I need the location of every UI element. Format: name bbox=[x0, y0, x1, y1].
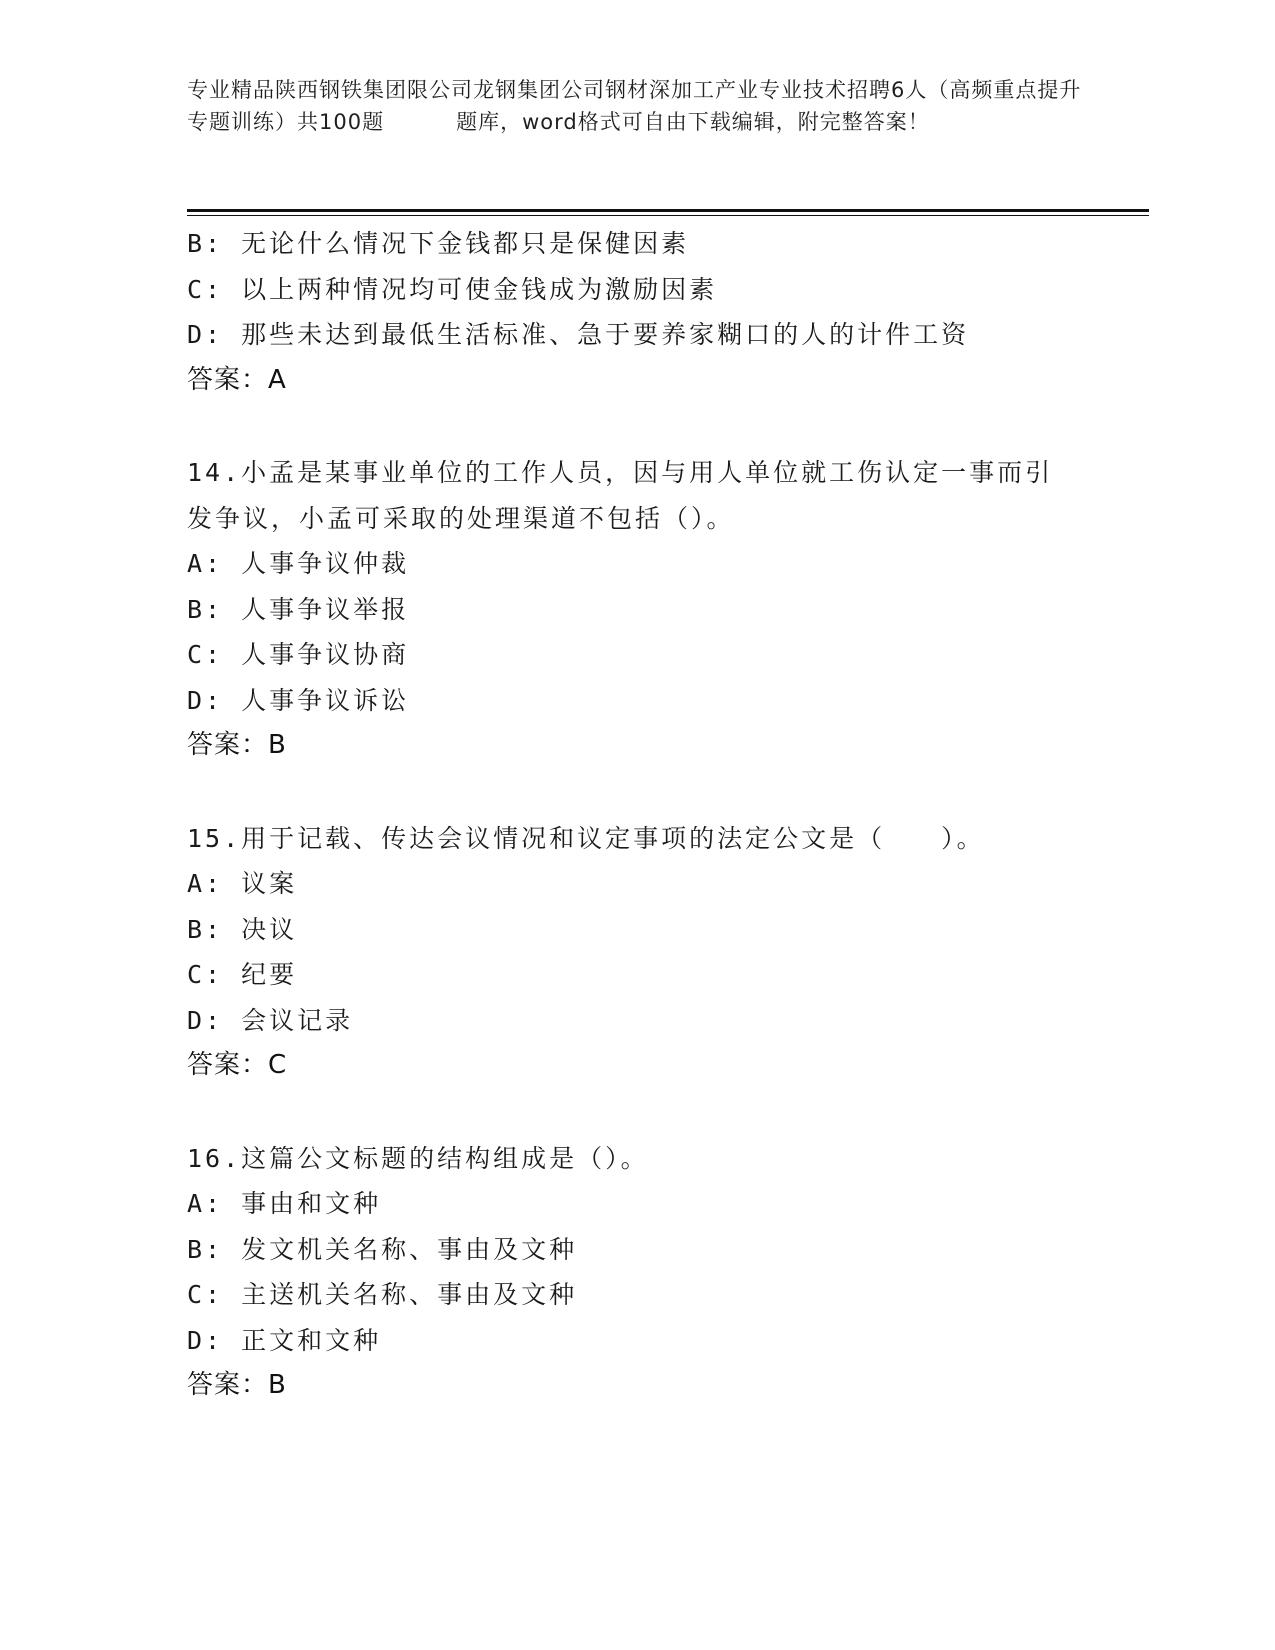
answer-line: 答案：B bbox=[187, 730, 287, 760]
option-b: B: 人事争议举报 bbox=[187, 594, 410, 624]
option-c: C: 以上两种情况均可使金钱成为激励因素 bbox=[187, 274, 718, 304]
option-b: B: 决议 bbox=[187, 914, 298, 944]
header-rule-thick bbox=[187, 209, 1149, 212]
option-d: D: 人事争议诉讼 bbox=[187, 685, 410, 715]
option-a: A: 人事争议仲裁 bbox=[187, 549, 410, 578]
option-d: D: 会议记录 bbox=[187, 1005, 354, 1035]
header-title-part1: 专业精品陕西钢铁集团限公司龙钢集团公司钢材深加工产业专业技术招聘6人（高频重点提升专题训练）共100题 bbox=[187, 78, 1082, 134]
option-c: C: 主送机关名称、事由及文种 bbox=[187, 1280, 578, 1309]
question-block-14 bbox=[187, 450, 1087, 769]
option-d: D: 那些未达到最低生活标准、急于要养家糊口的人的计件工资 bbox=[187, 320, 970, 349]
option-d: D: 正文和文种 bbox=[187, 1325, 382, 1355]
question-stem-line: 14.小孟是某事业单位的工作人员，因与用人单位就工伤认定一事而引 bbox=[187, 458, 1054, 487]
option-c: C: 纪要 bbox=[187, 960, 298, 989]
option-a: A: 事由和文种 bbox=[187, 1189, 382, 1218]
question-block-13 bbox=[187, 221, 1087, 403]
option-a: A: 议案 bbox=[187, 869, 298, 898]
question-spacer bbox=[187, 403, 1087, 450]
question-spacer bbox=[187, 769, 1087, 816]
header-title-part2: 题库，word格式可自由下载编辑，附完整答案！ bbox=[456, 110, 930, 134]
question-stem-line: 15.用于记载、传达会议情况和议定事项的法定公文是（ ）。 bbox=[187, 823, 985, 853]
question-content bbox=[187, 221, 1087, 1409]
option-b: B: 无论什么情况下金钱都只是保健因素 bbox=[187, 229, 690, 258]
answer-line: 答案：A bbox=[187, 364, 287, 395]
question-block-15 bbox=[187, 816, 1087, 1089]
question-stem-line: 16.这篇公文标题的结构组成是（）。 bbox=[187, 1143, 649, 1173]
question-stem-line: 发争议，小孟可采取的处理渠道不包括（）。 bbox=[187, 503, 735, 533]
document-header bbox=[187, 74, 1087, 138]
option-b: B: 发文机关名称、事由及文种 bbox=[187, 1234, 578, 1264]
option-c: C: 人事争议协商 bbox=[187, 640, 410, 669]
answer-line: 答案：B bbox=[187, 1370, 287, 1400]
question-block-16 bbox=[187, 1136, 1087, 1409]
answer-line: 答案：C bbox=[187, 1050, 288, 1080]
header-rule-thin bbox=[187, 215, 1149, 216]
question-spacer bbox=[187, 1089, 1087, 1136]
